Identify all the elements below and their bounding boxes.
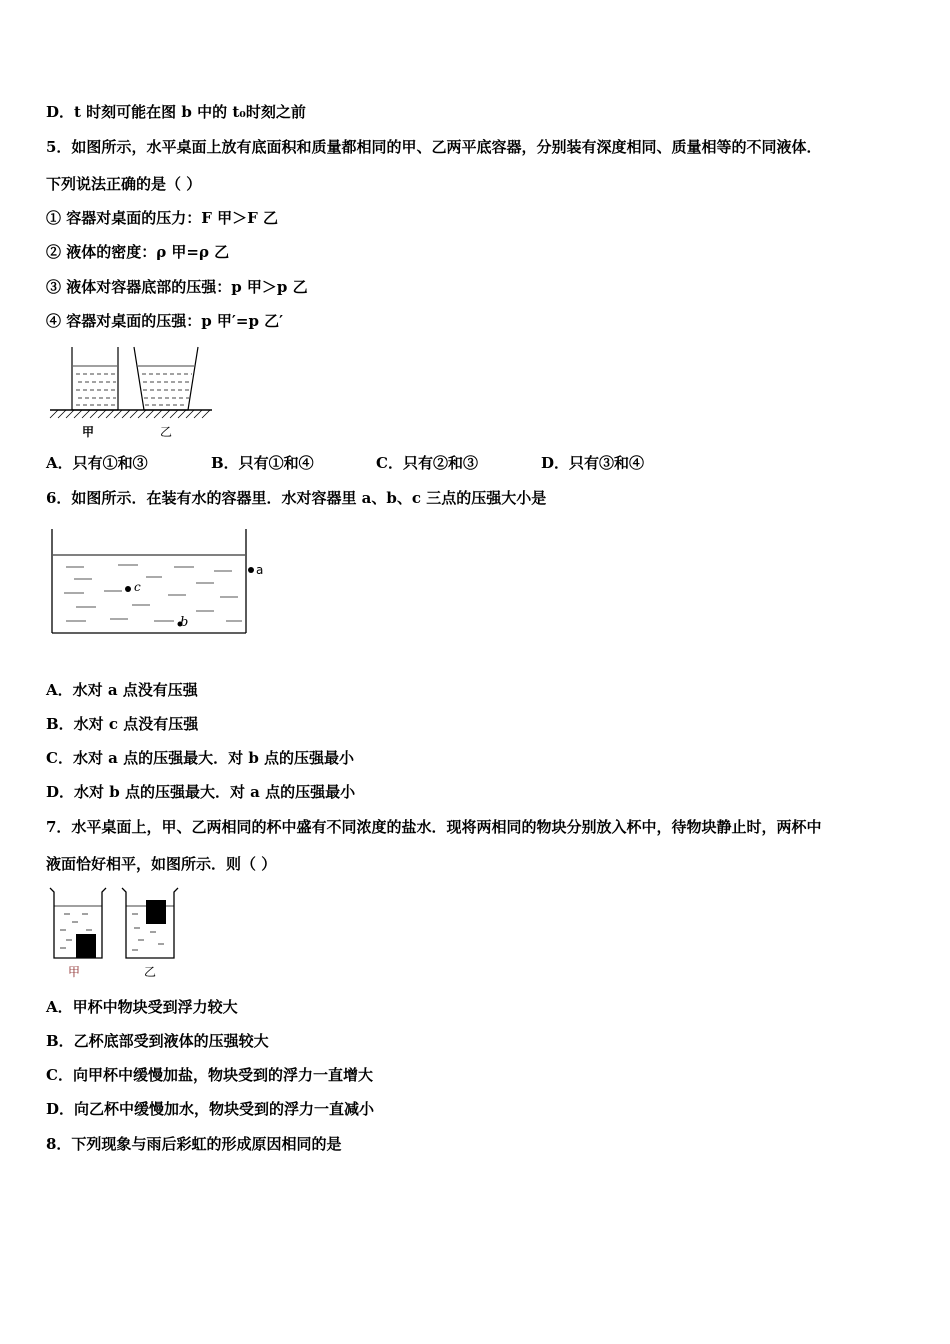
q7-option-b[interactable]: B．乙杯底部受到液体的压强较大 [46, 1032, 269, 1050]
q6-option-a[interactable]: A．水对 a 点没有压强 [46, 681, 198, 699]
q7-fig-label-yi: 乙 [144, 965, 157, 979]
q5-statement-1: ① 容器对桌面的压力：F 甲＞F 乙 [46, 209, 278, 227]
q7-fig-label-jia: 甲 [68, 965, 81, 979]
q6-option-b[interactable]: B．水对 c 点没有压强 [46, 715, 199, 733]
q5-stem-line2: 下列说法正确的是（ ） [46, 175, 202, 193]
q5-statement-3: ③ 液体对容器底部的压强：p 甲＞p 乙 [46, 278, 308, 296]
q5-statement-2: ② 液体的密度：ρ 甲=ρ 乙 [46, 243, 230, 261]
q7-figure-cups [46, 884, 196, 982]
q5-option-a[interactable]: A．只有①和③ [46, 454, 148, 472]
q5-fig-label-jia: 甲 [82, 425, 95, 439]
q5-figure-containers [46, 342, 216, 442]
q5-options [46, 453, 706, 473]
q5-option-b[interactable]: B．只有①和④ [211, 454, 314, 472]
q6-option-c[interactable]: C．水对 a 点的压强最大．对 b 点的压强最小 [46, 749, 355, 767]
q6-point-c-label: c [134, 580, 141, 594]
q5-option-d[interactable]: D．只有③和④ [541, 454, 645, 472]
q5-statement-4: ④ 容器对桌面的压强：p 甲′=p 乙′ [46, 312, 284, 330]
q5-option-c[interactable]: C．只有②和③ [376, 454, 478, 472]
q7-stem-line2: 液面恰好相平，如图所示．则（ ） [46, 855, 277, 873]
q7-option-a[interactable]: A．甲杯中物块受到浮力较大 [46, 998, 238, 1016]
q7-stem-line1: 7．水平桌面上，甲、乙两相同的杯中盛有不同浓度的盐水．现将两相同的物块分别放入杯中，待物块静止时，两杯中 [46, 818, 822, 836]
q6-option-d[interactable]: D．水对 b 点的压强最大．对 a 点的压强最小 [46, 783, 356, 801]
q6-point-b-label: b [180, 615, 189, 630]
q5-fig-label-yi: 乙 [160, 425, 173, 439]
q4-option-d: D．t 时刻可能在图 b 中的 t₀时刻之前 [46, 103, 306, 121]
q7-option-d[interactable]: D．向乙杯中缓慢加水，物块受到的浮力一直减小 [46, 1100, 375, 1118]
q8-stem: 8．下列现象与雨后彩虹的形成原因相同的是 [46, 1135, 342, 1153]
q6-point-a-label: a [256, 563, 264, 577]
q6-stem: 6．如图所示．在装有水的容器里．水对容器里 a、b、c 三点的压强大小是 [46, 489, 547, 507]
q7-option-c[interactable]: C．向甲杯中缓慢加盐，物块受到的浮力一直增大 [46, 1066, 373, 1084]
q5-stem-line1: 5．如图所示，水平桌面上放有底面积和质量都相同的甲、乙两平底容器，分别装有深度相同、质量相等的不同液体． [46, 138, 822, 156]
q6-figure-water-container [46, 525, 276, 640]
